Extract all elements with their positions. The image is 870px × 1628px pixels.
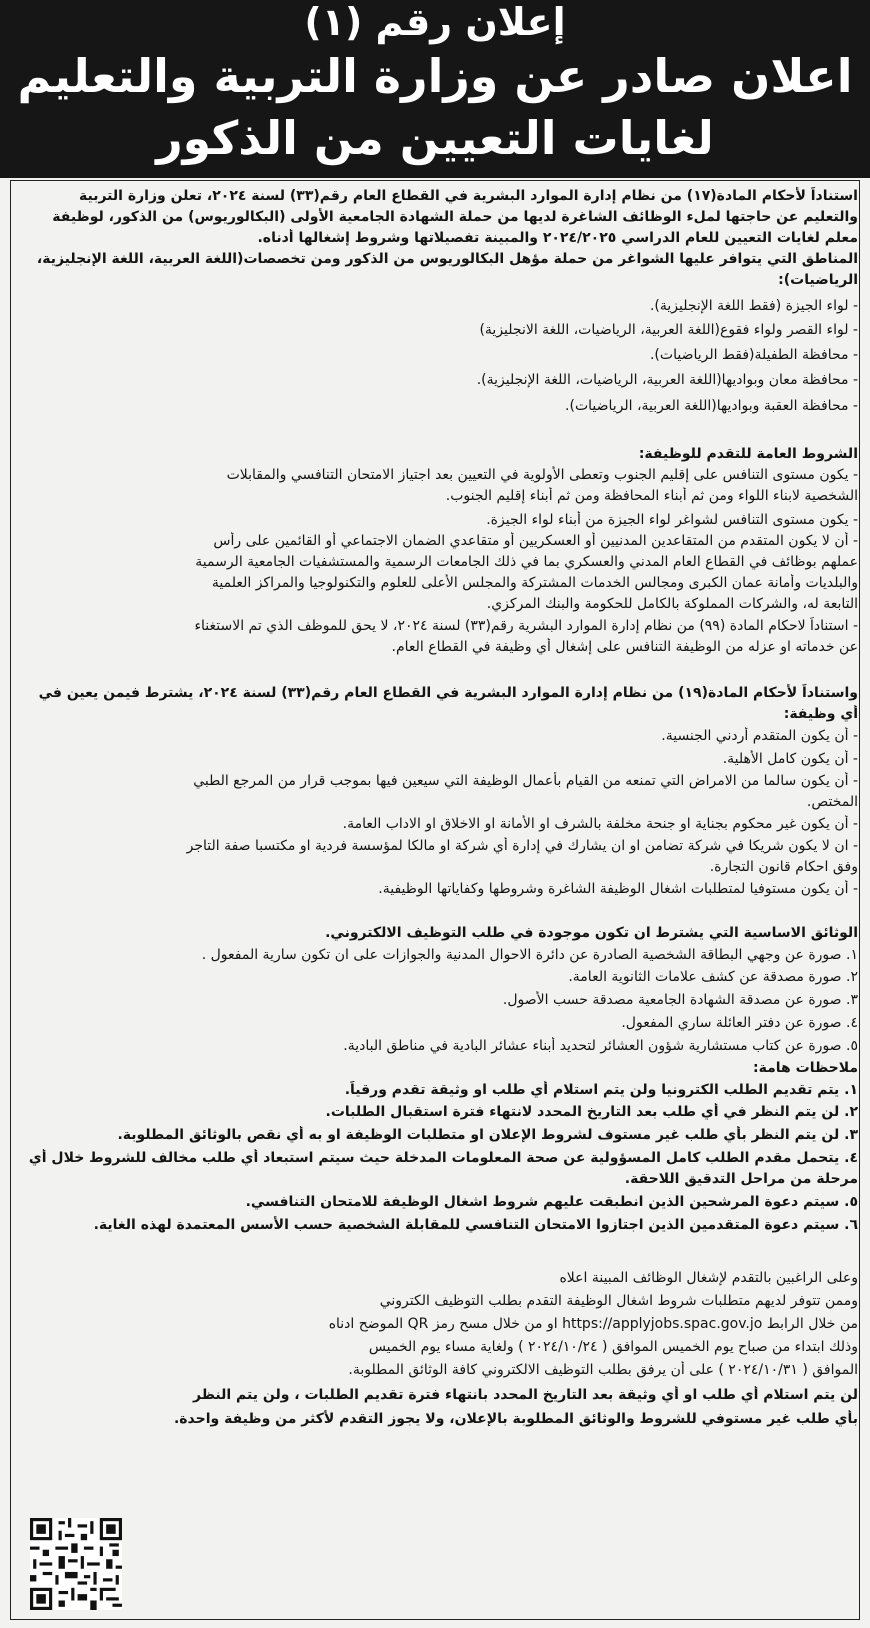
body-text-line: المناطق التي يتوافر عليها الشواغر من حملة مؤهل البكالوريوس من الذكور ومن تخصصات(اللغة العربية، اللغة الإنجليزية، (36, 251, 858, 267)
body-text-line: ٢. صورة مصدقة عن كشف علامات الثانوية العامة. (568, 969, 858, 985)
body-text-line: مرحلة من مراحل التدقيق اللاحقة. (624, 1171, 858, 1187)
body-text-line: والبلديات وأمانة عمان الكبرى ومجالس الخدمات المشتركة والمجلس الأعلى للعلوم والتكنولوجيا والمراكز العلمية (211, 575, 858, 591)
body-text-line: - أن لا يكون المتقدم من المتقاعدين المدنيين أو العسكريين أو متقاعدي الضمان الاجتماعي أو القائمين على رأس (213, 533, 858, 549)
footer-text-line: لن يتم استلام أي طلب او أي وثيقة بعد التاريخ المحدد بانتهاء فترة تقديم الطلبات ، ولن يتم النظر (193, 1387, 858, 1403)
body-text-line: وفق احكام قانون التجارة. (709, 859, 858, 875)
body-text-line: - محافظة العقبة وبواديها(اللغة العربية، الرياضيات). (565, 398, 858, 414)
qr-code-icon (30, 1518, 122, 1610)
body-text-line: التابعة له، والشركات المملوكة بالكامل للحكومة والبنك المركزي. (486, 596, 858, 612)
body-text-line: - لواء القصر ولواء فقوع(اللغة العربية، الرياضيات، اللغة الانجليزية) (479, 322, 858, 338)
body-text-line: ٣. صورة عن مصدقة الشهادة الجامعية مصدقة حسب الأصول. (502, 992, 858, 1008)
body-text-line: - لواء الجيزة (فقط اللغة الإنجليزية). (649, 298, 858, 314)
footer-text-line: وممن تتوفر لديهم متطلبات شروط اشغال الوظيفة التقدم بطلب التوظيف الكتروني (379, 1293, 858, 1309)
body-text-line: الشروط العامة للتقدم للوظيفة: (638, 446, 858, 462)
body-text-line: ٤. يتحمل مقدم الطلب كامل المسؤولية عن صحة المعلومات المدخلة حيث سيتم استبعاد أي طلب مخالف للشروط خلال أي (28, 1150, 858, 1166)
body-text-line: - محافظة الطفيلة(فقط الرياضيات). (649, 347, 858, 363)
body-text-line: - أن يكون المتقدم أردني الجنسية. (661, 728, 858, 744)
body-text-line: - أن يكون كامل الأهلية. (722, 751, 858, 767)
body-text-line: - استناداً لاحكام المادة (٩٩) من نظام إدارة الموارد البشرية رقم(٣٣) لسنة ٢٠٢٤، لا يحق للموظف الذي تم الاستغناء (194, 618, 858, 634)
body-text-line: المختص. (806, 794, 858, 810)
body-text-line: الشخصية لابناء اللواء ومن ثم أبناء المحافظة ومن ثم أبناء إقليم الجنوب. (445, 488, 858, 504)
body-text-line: - محافظة معان وبواديها(اللغة العربية، الرياضيات، اللغة الإنجليزية). (476, 372, 858, 388)
body-text-line: الوثائق الاساسية التي يشترط ان تكون موجودة في طلب التوظيف الالكتروني. (325, 925, 858, 941)
body-text-line: - أن يكون مستوفيا لمتطلبات اشغال الوظيفة الشاغرة وشروطها وكفاياتها الوظيفية. (378, 881, 858, 897)
body-text-line: ٣. لن يتم النظر بأي طلب غير مستوف لشروط الإعلان او متطلبات الوظيفة او به أي نقص بالوثائق المطلوبة. (117, 1127, 858, 1143)
announcement-header (0, 0, 870, 178)
body-text-line: استناداً لأحكام المادة(١٧) من نظام إدارة الموارد البشرية في القطاع العام رقم(٣٣) لسنة ٢٠٢٤، تعلن وزارة التربية (79, 188, 858, 204)
body-text-line: عملهم بوظائف في القطاع العام المدني والعسكري بما في ذلك الجامعات الرسمية والمستشفيات الجامعية الرسمية (195, 554, 858, 570)
body-text-line: - يكون مستوى التنافس على إقليم الجنوب وتعطى الأولوية في التعيين بعد اجتياز الامتحان التنافسي والمقابلات (226, 467, 858, 483)
body-text-line: ملاحظات هامة: (753, 1060, 858, 1076)
announcement-subtitle: لغايات التعيين من الذكور (156, 111, 714, 165)
footer-text-line: من خلال الرابط https://applyjobs.spac.gov.jo او من خلال مسح رمز QR الموضح ادناه (328, 1316, 858, 1332)
body-text-line: - يكون مستوى التنافس لشواغر لواء الجيزة من أبناء لواء الجيزة. (486, 512, 858, 528)
body-text-line: ١. يتم تقديم الطلب الكترونيا ولن يتم استلام أي طلب او وثيقة تقدم ورقياً. (344, 1082, 858, 1098)
body-text-line: ٦. سيتم دعوة المتقدمين الذين اجتازوا الامتحان التنافسي للمقابلة الشخصية حسب الأسس المعتمدة لهذه الغاية. (93, 1217, 858, 1233)
announcement-number: إعلان رقم (١) (304, 0, 566, 44)
body-text-line: - أن يكون غير محكوم بجناية او جنحة مخلفة بالشرف او الأمانة او الاخلاق او الاداب العامة. (342, 816, 858, 832)
body-text-line: - ان لا يكون شريكا في شركة تضامن او ان يشارك في إدارة أي شركة او مالكا لمؤسسة فردية او مكتسبا صفة التاجر (186, 838, 858, 854)
footer-text-line: الموافق ( ٢٠٢٤/١٠/٣١ ) على أن يرفق بطلب التوظيف الالكتروني كافة الوثائق المطلوبة. (348, 1362, 858, 1378)
body-text-line: عن خدماته او عزله من الوظيفة التنافس على إشغال أي وظيفة في القطاع العام. (391, 639, 858, 655)
footer-text-line: وعلى الراغبين بالتقدم لإشغال الوظائف المبينة اعلاه (559, 1270, 858, 1286)
announcement-body-frame (10, 180, 860, 1620)
body-text-line: ٤. صورة عن دفتر العائلة ساري المفعول. (621, 1015, 858, 1031)
body-text-line: والتعليم عن حاجتها لملء الوظائف الشاغرة لديها من حملة الشهادة الجامعية الأولى (البكالوريوس) من الذكور، لوظيفة (52, 209, 858, 225)
body-text-line: الرياضيات): (778, 272, 858, 288)
announcement-title: اعلان صادر عن وزارة التربية والتعليم (17, 49, 853, 103)
footer-text-line: بأي طلب غير مستوفي للشروط والوثائق المطلوبة بالإعلان، ولا يجوز التقدم لأكثر من وظيفة واحدة. (173, 1411, 858, 1427)
body-text-line: - أن يكون سالما من الامراض التي تمنعه من القيام بأعمال الوظيفة التي سيعين فيها بموجب قرار من المرجع الطبي (193, 773, 858, 789)
body-text-line: معلم لغايات التعيين للعام الدراسي ٢٠٢٤/٢٠٢٥ والمبينة تفصيلاتها وشروط إشغالها أدناه. (257, 230, 858, 246)
body-text-line: ١. صورة عن وجهي البطاقة الشخصية الصادرة عن دائرة الاحوال المدنية والجوازات على ان تكون سارية المفعول . (201, 947, 858, 963)
footer-text-line: وذلك ابتداء من صباح يوم الخميس الموافق ( ٢٠٢٤/١٠/٢٤ ) ولغاية مساء يوم الخميس (368, 1339, 858, 1355)
body-text-line: ٢. لن يتم النظر في أي طلب بعد التاريخ المحدد لانتهاء فترة استقبال الطلبات. (325, 1104, 858, 1120)
body-text-line: أي وظيفة: (783, 706, 858, 722)
body-text-line: واستناداً لأحكام المادة(١٩) من نظام إدارة الموارد البشرية في القطاع العام رقم(٣٣) لسنة ٢٠٢٤، يشترط فيمن يعين في (38, 685, 858, 701)
body-text-line: ٥. سيتم دعوة المرشحين الذين انطبقت عليهم شروط اشغال الوظيفة للامتحان التنافسي. (245, 1194, 858, 1210)
body-text-line: ٥. صورة عن كتاب مستشارية شؤون العشائر لتحديد أبناء عشائر البادية في مناطق البادية. (343, 1038, 858, 1054)
